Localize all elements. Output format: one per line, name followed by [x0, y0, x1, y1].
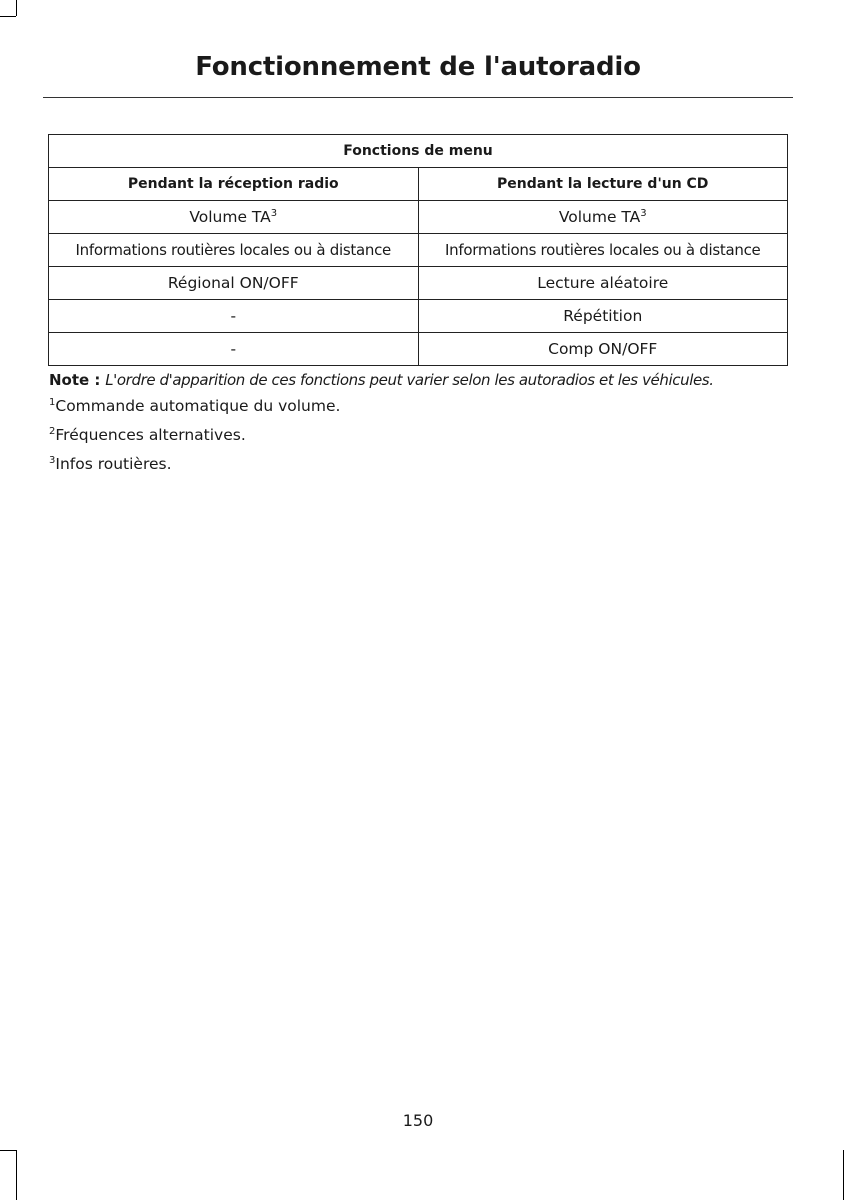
- crop-mark-top-left: [0, 16, 16, 17]
- crop-mark-bottom-right-vertical: [843, 1150, 844, 1200]
- note-text: L'ordre d'apparition de ces fonctions peut varier selon les autoradios et les véhicules.: [105, 371, 714, 389]
- table-cell-cd: Répétition: [418, 300, 788, 333]
- table-caption: Fonctions de menu: [49, 135, 788, 168]
- title-divider: [43, 97, 793, 98]
- table-cell-cd: Lecture aléatoire: [418, 267, 788, 300]
- note: [49, 371, 714, 389]
- table-cell-cd: Informations routières locales ou à distance: [418, 234, 788, 267]
- table-cell-radio: -: [49, 333, 419, 366]
- table-row: [49, 234, 788, 267]
- table-cell-radio: -: [49, 300, 419, 333]
- table-caption-row: [49, 135, 788, 168]
- table-cell-radio: Informations routières locales ou à distance: [49, 234, 419, 267]
- table-cell-radio: Volume $TA^3$: [49, 201, 419, 234]
- table-row: [49, 201, 788, 234]
- footnote-2: $^2$Fréquences alternatives.: [49, 426, 246, 445]
- crop-mark-top-left-vertical: [16, 0, 17, 16]
- crop-mark-bottom-left: [0, 1150, 16, 1151]
- table-cell-radio: Régional ON/OFF: [49, 267, 419, 300]
- table-row: [49, 267, 788, 300]
- table-cell-cd: Volume $TA^3$: [418, 201, 788, 234]
- menu-functions-table: [48, 134, 788, 366]
- table-row: [49, 333, 788, 366]
- column-header-cd: Pendant la lecture d'un CD: [418, 168, 788, 201]
- page-number: 150: [402, 1111, 434, 1130]
- page-title: Fonctionnement de l'autoradio: [195, 52, 641, 82]
- table-cell-cd: Comp ON/OFF: [418, 333, 788, 366]
- table-header-row: [49, 168, 788, 201]
- footnote-3: $^3$Infos routières.: [49, 455, 172, 474]
- table-row: [49, 300, 788, 333]
- footnote-1: $^1$Commande automatique du volume.: [49, 397, 341, 416]
- column-header-radio: Pendant la réception radio: [49, 168, 419, 201]
- crop-mark-bottom-left-vertical: [16, 1150, 17, 1200]
- note-label: Note :: [49, 371, 101, 389]
